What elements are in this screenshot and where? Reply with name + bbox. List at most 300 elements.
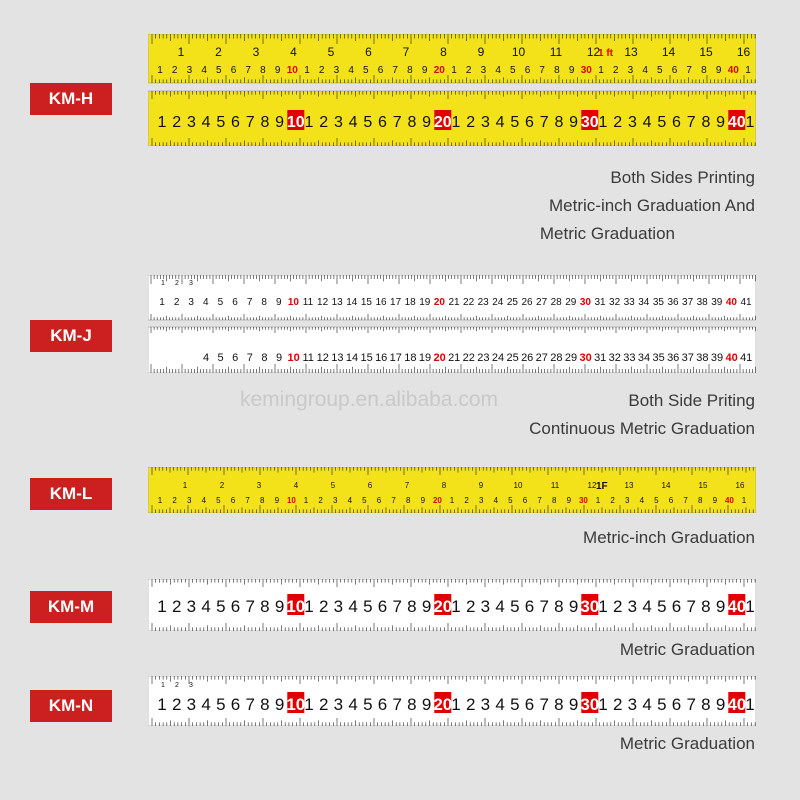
caption-line: Continuous Metric Graduation	[529, 419, 755, 438]
tape-number: 1	[598, 695, 608, 714]
tape-number: 7	[392, 597, 402, 616]
tape-number: 6	[365, 45, 372, 59]
tape-number: 8	[407, 65, 413, 76]
tape-number: 1	[177, 45, 185, 59]
tape-number: 12	[317, 297, 329, 308]
tape-number: 7	[245, 65, 251, 76]
tape-number: 15	[360, 297, 372, 308]
tape-number: 4	[495, 114, 505, 131]
tape-number: 23	[477, 297, 489, 308]
tape-number: 9	[274, 65, 281, 76]
tape-number: 13	[624, 45, 638, 59]
tape-number: 1	[161, 280, 165, 287]
tape-number: 10	[286, 114, 305, 131]
tape-number: 6	[672, 114, 681, 131]
tape-number: 30	[578, 496, 588, 505]
tape-number: 30	[580, 597, 600, 616]
tape-number: 4	[293, 481, 299, 490]
tape-number: 8	[259, 496, 265, 505]
tape-number: 1	[161, 682, 165, 689]
tape-number: 29	[564, 352, 578, 364]
tape-number: 8	[701, 114, 711, 131]
tape-number: 4	[348, 65, 354, 76]
tape-number: 1	[157, 496, 163, 505]
tape-number: 40	[727, 597, 747, 616]
tape-number: 35	[652, 352, 665, 364]
tape-number: 25	[506, 297, 518, 308]
tape-number: 4	[290, 45, 297, 59]
tape-number: 1	[157, 65, 163, 76]
tape-number: 5	[510, 597, 520, 616]
tape-number: 20	[433, 114, 452, 131]
tape-number: 2	[612, 65, 619, 76]
tape-number: 37	[681, 352, 694, 364]
tape-number: 28	[550, 297, 562, 308]
tape-number: 5	[510, 114, 520, 131]
tape-number: 3	[627, 597, 638, 616]
tape-number: 10	[286, 695, 306, 714]
tape-number: 2	[612, 597, 623, 616]
tape-number: 8	[551, 496, 557, 505]
tape-number: 32	[608, 352, 621, 364]
tape-number: 2	[319, 114, 329, 131]
caption-line: Metric-inch Graduation And	[549, 196, 755, 215]
tape-number: 9	[716, 114, 726, 131]
tape-number: 5	[508, 496, 513, 505]
tape-number: 1	[451, 695, 461, 714]
tape-number: 5	[363, 65, 369, 76]
tape-number: 1	[304, 114, 314, 131]
tape-number: 2	[318, 65, 325, 76]
tape-number: 8	[260, 114, 270, 131]
tape-number: 5	[363, 597, 373, 616]
tape-number: 5	[657, 597, 667, 616]
tape-number: 1	[745, 65, 751, 76]
tape-number: 14	[345, 352, 359, 364]
tape-number: 9	[566, 496, 572, 505]
tape-number: 14	[661, 45, 676, 59]
tape-number: 2	[172, 496, 177, 505]
tape-number: 13	[624, 481, 634, 490]
tape-number: 22	[462, 352, 475, 364]
product-code-km-n: KM-N	[30, 690, 112, 722]
tape-number: 6	[524, 695, 535, 714]
caption-line: Metric Graduation	[539, 224, 675, 243]
tape-number: 39	[710, 352, 724, 364]
tape-number: 9	[274, 695, 285, 714]
tape-number: 40	[727, 114, 746, 131]
tape-number: 16	[735, 481, 745, 490]
tape-number: 7	[391, 496, 396, 505]
tape-number: 41	[740, 352, 753, 364]
tape-number: 6	[524, 597, 535, 616]
tape-number: 10	[287, 352, 300, 364]
tape-number: 38	[696, 297, 708, 308]
tape-number: 5	[363, 695, 373, 714]
tape-number: 7	[392, 114, 402, 131]
tape-number: 7	[245, 695, 255, 714]
tape-number: 7	[539, 65, 545, 76]
tape-number: 6	[230, 65, 237, 76]
tape-number: 6	[377, 65, 384, 76]
tape-number: 3	[478, 496, 484, 505]
product-code-km-j: KM-J	[30, 320, 112, 352]
tape-number: 9	[715, 597, 726, 616]
tape-number: 1	[745, 695, 755, 714]
tape-number: 3	[480, 597, 491, 616]
tape-number: 2	[318, 695, 329, 714]
tape-number: 6	[525, 114, 534, 131]
tape-number: 8	[697, 496, 703, 505]
tape-number: 4	[642, 695, 652, 714]
tape-number: 5	[363, 114, 373, 131]
tape-number: 33	[623, 297, 635, 308]
tape-number: 40	[727, 65, 739, 76]
tape-number: 8	[701, 695, 711, 714]
tape-number: 3	[186, 496, 192, 505]
tape-km-n	[148, 676, 756, 726]
tape-number: 3	[627, 695, 638, 714]
tape-number: 4	[201, 695, 211, 714]
tape-number: 6	[230, 496, 236, 505]
tape-number: 8	[407, 114, 417, 131]
tape-number: 7	[539, 695, 549, 714]
tape-number: 4	[202, 352, 210, 364]
tape-number: 2	[172, 114, 182, 131]
tape-number: 20	[433, 695, 453, 714]
tape-number: 2	[171, 695, 182, 714]
tape-number: 1	[304, 65, 310, 76]
tape-number: 8	[441, 481, 447, 490]
tape-number: 8	[554, 65, 560, 76]
tape-number: 8	[701, 65, 707, 76]
tape-number: 1	[449, 496, 455, 505]
caption-km-j	[529, 387, 755, 443]
tape-number: 17	[389, 352, 402, 364]
tape-number: 4	[495, 695, 505, 714]
tape-number: 3	[188, 297, 194, 308]
tape-number: 5	[657, 114, 667, 131]
caption-km-l	[583, 524, 755, 552]
tape-number: 2	[610, 496, 615, 505]
tape-number: 9	[274, 597, 285, 616]
tape-band	[148, 467, 756, 513]
tape-number: 2	[175, 682, 179, 689]
tape-number: 28	[550, 352, 563, 364]
tape-number: 11	[302, 352, 314, 364]
tape-number: 2	[465, 597, 476, 616]
tape-number: 5	[217, 297, 224, 308]
tape-number: 10	[287, 297, 299, 308]
tape-number: 5	[510, 695, 520, 714]
product-code-km-m: KM-M	[30, 591, 112, 623]
tape-number: 21	[448, 352, 461, 364]
tape-number: 7	[537, 496, 542, 505]
tape-number: 34	[638, 297, 650, 308]
tape-number: 14	[661, 481, 671, 490]
caption-line: Metric Graduation	[619, 640, 755, 659]
tape-number: 6	[524, 65, 531, 76]
tape-number: 40	[724, 496, 734, 505]
tape-number: 7	[686, 114, 696, 131]
tape-number: 7	[245, 114, 255, 131]
tape-number: 12	[586, 45, 601, 59]
tape-number: 1	[304, 695, 314, 714]
tape-number: 9	[715, 695, 726, 714]
caption-km-h	[540, 164, 755, 248]
tape-number: 1	[598, 114, 608, 131]
tape-km-l	[148, 467, 756, 513]
tape-number: 24	[492, 297, 504, 308]
tape-number: 8	[405, 496, 411, 505]
tape-number: 36	[667, 297, 679, 308]
tape-number: 4	[493, 496, 499, 505]
tape-number: 2	[219, 481, 225, 490]
tape-number: 8	[407, 695, 417, 714]
tape-number: 7	[245, 496, 250, 505]
foot-mark: 1 ft	[598, 48, 613, 59]
tape-number: 6	[377, 597, 388, 616]
tape-number: 3	[189, 682, 193, 689]
tape-number: 5	[216, 496, 221, 505]
tape-number: 34	[637, 352, 651, 364]
tape-number: 1	[157, 114, 167, 131]
tape-number: 13	[331, 352, 344, 364]
tape-number: 5	[330, 481, 336, 490]
tape-number: 40	[725, 297, 737, 308]
tape-number: 9	[275, 352, 283, 364]
tape-number: 7	[539, 114, 549, 131]
tape-number: 41	[740, 297, 752, 308]
tape-number: 2	[464, 496, 469, 505]
tape-number: 6	[378, 114, 387, 131]
tape-number: 3	[333, 695, 344, 714]
tape-number: 6	[376, 496, 382, 505]
tape-number: 38	[696, 352, 709, 364]
tape-number: 2	[171, 597, 182, 616]
tape-number: 7	[246, 297, 253, 308]
product-code-km-l: KM-L	[30, 478, 112, 510]
tape-number: 7	[402, 45, 410, 59]
tape-number: 10	[511, 45, 526, 59]
tape-number: 32	[609, 297, 621, 308]
tape-number: 3	[186, 65, 193, 76]
tape-number: 25	[506, 352, 519, 364]
tape-number: 5	[362, 496, 367, 505]
tape-number: 9	[568, 65, 575, 76]
tape-number: 6	[232, 297, 238, 308]
tape-number: 2	[215, 45, 222, 59]
tape-number: 16	[375, 352, 388, 364]
tape-number: 6	[522, 496, 528, 505]
tape-number: 1	[157, 695, 167, 714]
tape-number: 4	[642, 597, 652, 616]
tape-number: 6	[230, 695, 241, 714]
tape-number: 20	[432, 496, 442, 505]
tape-number: 4	[201, 496, 207, 505]
tape-number: 9	[420, 496, 426, 505]
tape-number: 39	[711, 297, 723, 308]
tape-number: 36	[667, 352, 680, 364]
tape-number: 7	[686, 695, 696, 714]
tape-number: 1	[303, 496, 309, 505]
tape-number: 6	[671, 695, 682, 714]
tape-number: 23	[477, 352, 490, 364]
tape-number: 9	[274, 496, 280, 505]
tape-number: 15	[698, 481, 708, 490]
tape-number: 26	[521, 352, 534, 364]
tape-number: 3	[480, 65, 487, 76]
tape-number: 8	[260, 597, 270, 616]
tape-number: 11	[550, 481, 560, 490]
tape-number: 4	[348, 597, 358, 616]
caption-line: Both Side Priting	[628, 391, 755, 410]
tape-number: 7	[539, 597, 549, 616]
tape-number: 16	[375, 297, 387, 308]
tape-number: 7	[404, 481, 410, 490]
tape-number: 1	[451, 114, 461, 131]
tape-number: 20	[433, 597, 453, 616]
tape-number: 1	[159, 297, 165, 308]
tape-number: 6	[231, 114, 240, 131]
tape-number: 5	[216, 597, 226, 616]
tape-number: 22	[463, 297, 475, 308]
tape-number: 15	[360, 352, 373, 364]
tape-number: 6	[230, 597, 241, 616]
tape-number: 35	[652, 297, 664, 308]
foot-mark: 1F	[596, 481, 608, 492]
tape-number: 7	[686, 65, 692, 76]
tape-number: 9	[569, 114, 579, 131]
tape-number: 4	[642, 65, 648, 76]
caption-km-m	[620, 636, 755, 664]
tape-number: 4	[639, 496, 645, 505]
tape-number: 1	[598, 65, 604, 76]
tape-number: 3	[332, 496, 338, 505]
tape-number: 26	[521, 297, 533, 308]
tape-number: 10	[286, 65, 298, 76]
tape-number: 15	[699, 45, 713, 59]
tape-number: 2	[175, 280, 179, 287]
tape-number: 1	[745, 597, 755, 616]
tape-km-h	[148, 34, 756, 146]
tape-number: 2	[318, 597, 329, 616]
tape-number: 5	[657, 695, 667, 714]
tape-number: 1	[745, 114, 755, 131]
tape-number: 9	[422, 114, 432, 131]
tape-number: 1	[182, 481, 188, 490]
tape-number: 10	[513, 481, 523, 490]
tape-number: 6	[232, 352, 239, 364]
tape-number: 1	[451, 65, 457, 76]
tape-number: 2	[171, 65, 178, 76]
tape-number: 3	[480, 695, 491, 714]
tape-number: 30	[580, 114, 599, 131]
tape-number: 8	[260, 695, 270, 714]
tape-number: 9	[477, 45, 485, 59]
caption-km-n	[620, 730, 755, 758]
tape-number: 9	[421, 695, 432, 714]
tape-number: 7	[245, 597, 255, 616]
tape-number: 2	[613, 114, 623, 131]
tape-number: 16	[736, 45, 751, 59]
tape-number: 8	[261, 297, 267, 308]
tape-number: 4	[347, 496, 353, 505]
tape-number: 8	[554, 597, 564, 616]
tape-number: 37	[682, 297, 694, 308]
caption-line: Metric-inch Graduation	[583, 528, 755, 547]
tape-number: 9	[712, 496, 718, 505]
tape-number: 4	[495, 65, 501, 76]
tape-number: 3	[333, 597, 344, 616]
tape-number: 19	[419, 297, 431, 308]
tape-number: 4	[201, 65, 207, 76]
tape-km-m	[148, 579, 756, 631]
tape-number: 9	[568, 695, 579, 714]
tape-number: 18	[404, 352, 417, 364]
tape-number: 2	[318, 496, 323, 505]
tape-number: 1	[595, 496, 601, 505]
tape-number: 2	[465, 695, 476, 714]
tape-number: 7	[246, 352, 253, 364]
tape-number: 7	[392, 65, 398, 76]
tape-band	[148, 327, 756, 373]
tape-number: 29	[565, 297, 577, 308]
tape-number: 9	[478, 481, 484, 490]
tape-number: 30	[579, 352, 592, 364]
tape-number: 2	[465, 65, 472, 76]
tape-number: 12	[316, 352, 329, 364]
tape-number: 2	[173, 297, 180, 308]
tape-number: 30	[579, 297, 591, 308]
tape-number: 8	[554, 695, 564, 714]
tape-km-j	[148, 275, 756, 373]
tape-number: 3	[186, 695, 197, 714]
caption-line: Both Sides Printing	[610, 168, 755, 187]
tape-number: 33	[623, 352, 636, 364]
tape-number: 3	[186, 114, 196, 131]
tape-number: 4	[348, 695, 358, 714]
tape-number: 1	[451, 597, 461, 616]
tape-number: 1	[598, 597, 608, 616]
tape-number: 4	[348, 114, 358, 131]
tape-number: 3	[627, 114, 637, 131]
tape-number: 1	[304, 597, 314, 616]
tape-number: 5	[657, 65, 663, 76]
tape-number: 10	[286, 496, 296, 505]
tape-number: 11	[302, 297, 314, 308]
tape-number: 4	[495, 597, 505, 616]
tape-number: 6	[668, 496, 674, 505]
tape-number: 2	[466, 114, 476, 131]
tape-number: 13	[331, 297, 343, 308]
tape-number: 20	[433, 352, 446, 364]
tape-number: 8	[701, 597, 711, 616]
watermark: kemingroup.en.alibaba.com	[240, 388, 498, 411]
tape-number: 40	[727, 695, 747, 714]
tape-number: 20	[433, 297, 445, 308]
tape-number: 5	[654, 496, 659, 505]
tape-number: 5	[217, 352, 224, 364]
tape-number: 19	[418, 352, 432, 364]
tape-number: 4	[642, 114, 652, 131]
tape-number: 6	[671, 65, 678, 76]
tape-number: 6	[671, 597, 682, 616]
tape-number: 31	[594, 352, 607, 364]
tape-number: 24	[491, 352, 505, 364]
tape-number: 27	[535, 352, 548, 364]
tape-number: 7	[392, 695, 402, 714]
